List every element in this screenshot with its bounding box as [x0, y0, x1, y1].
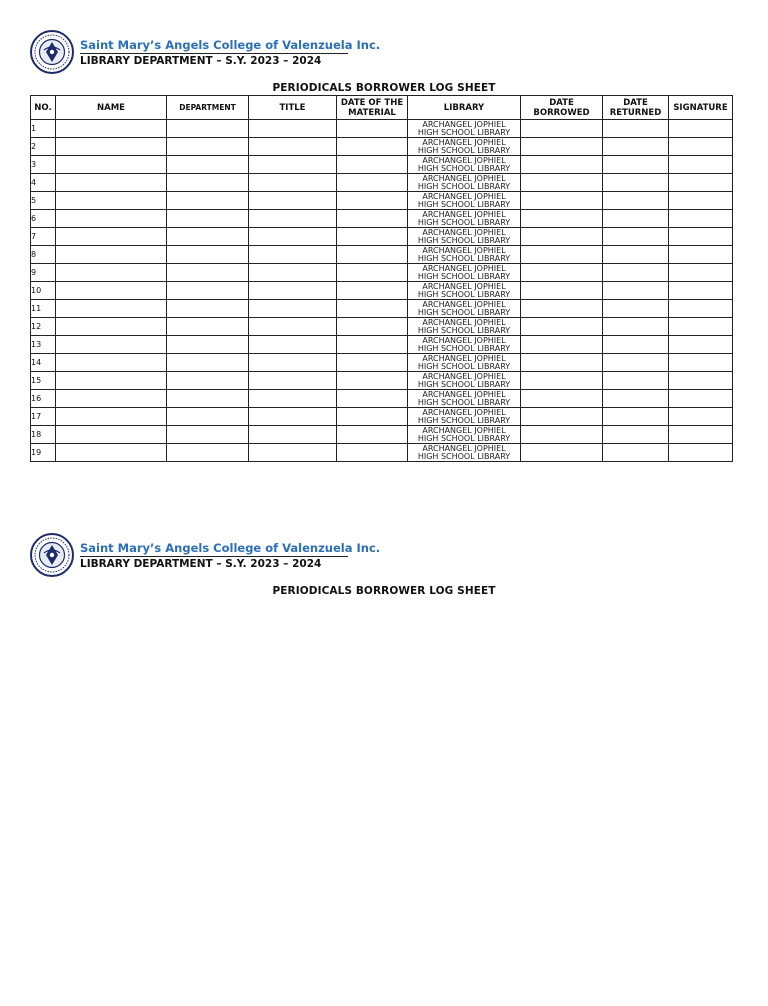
cell-date-borrowed[interactable]: [521, 192, 603, 210]
cell-date-returned[interactable]: [603, 156, 669, 174]
page-header: [30, 30, 381, 74]
library-name-line1: ARCHANGEL JOPHIEL: [422, 137, 506, 147]
cell-signature[interactable]: [669, 300, 733, 318]
library-name-line2: HIGH SCHOOL LIBRARY: [417, 307, 511, 317]
cell-name[interactable]: [56, 246, 167, 264]
library-name-line2: HIGH SCHOOL LIBRARY: [417, 379, 511, 389]
cell-title[interactable]: [249, 210, 337, 228]
cell-signature[interactable]: [669, 228, 733, 246]
cell-no: 19: [31, 444, 56, 462]
table-row: [31, 210, 733, 228]
col-date-returned: [603, 96, 669, 120]
library-name-line2: HIGH SCHOOL LIBRARY: [417, 181, 511, 191]
cell-library: [408, 120, 521, 138]
col-library: LIBRARY: [408, 96, 521, 120]
cell-no: 2: [31, 138, 56, 156]
cell-title[interactable]: [249, 174, 337, 192]
cell-signature[interactable]: [669, 336, 733, 354]
table-header-row: [31, 96, 733, 120]
cell-date-borrowed[interactable]: [521, 138, 603, 156]
table-row: [31, 408, 733, 426]
cell-name[interactable]: [56, 174, 167, 192]
sheet-title-2: PERIODICALS BORROWER LOG SHEET: [272, 585, 496, 597]
cell-date-returned[interactable]: [603, 174, 669, 192]
cell-name[interactable]: [56, 228, 167, 246]
cell-signature[interactable]: [669, 174, 733, 192]
cell-department[interactable]: [167, 408, 249, 426]
cell-department[interactable]: [167, 192, 249, 210]
library-name-line1: ARCHANGEL JOPHIEL: [422, 191, 506, 201]
cell-date-of-material[interactable]: [337, 390, 408, 408]
cell-library: [408, 390, 521, 408]
table-row: [31, 426, 733, 444]
cell-no: 11: [31, 300, 56, 318]
cell-date-borrowed[interactable]: [521, 120, 603, 138]
cell-name[interactable]: [56, 120, 167, 138]
borrower-log-table: [30, 95, 733, 462]
cell-library: [408, 336, 521, 354]
cell-department[interactable]: [167, 390, 249, 408]
cell-title[interactable]: [249, 318, 337, 336]
cell-date-borrowed[interactable]: [521, 264, 603, 282]
cell-library: [408, 210, 521, 228]
table-row: [31, 192, 733, 210]
page-header-2: [30, 533, 381, 577]
cell-date-returned[interactable]: [603, 354, 669, 372]
library-name-line1: ARCHANGEL JOPHIEL: [422, 119, 506, 129]
cell-signature[interactable]: [669, 372, 733, 390]
cell-date-returned[interactable]: [603, 264, 669, 282]
col-date-borrowed-line2: BORROWED: [533, 107, 590, 118]
cell-signature[interactable]: [669, 444, 733, 462]
cell-date-of-material[interactable]: [337, 318, 408, 336]
cell-no: 12: [31, 318, 56, 336]
cell-no: 5: [31, 192, 56, 210]
cell-date-of-material[interactable]: [337, 246, 408, 264]
cell-date-returned[interactable]: [603, 318, 669, 336]
cell-date-returned[interactable]: [603, 426, 669, 444]
col-department: DEPARTMENT: [167, 96, 249, 120]
library-name-line1: ARCHANGEL JOPHIEL: [422, 425, 506, 435]
cell-name[interactable]: [56, 138, 167, 156]
cell-library: [408, 246, 521, 264]
cell-signature[interactable]: [669, 246, 733, 264]
cell-date-returned[interactable]: [603, 372, 669, 390]
cell-date-borrowed[interactable]: [521, 354, 603, 372]
cell-name[interactable]: [56, 354, 167, 372]
table-row: [31, 372, 733, 390]
cell-department[interactable]: [167, 174, 249, 192]
cell-date-returned[interactable]: [603, 192, 669, 210]
cell-signature[interactable]: [669, 210, 733, 228]
library-name-line1: ARCHANGEL JOPHIEL: [422, 317, 506, 327]
cell-date-of-material[interactable]: [337, 192, 408, 210]
library-name-line1: ARCHANGEL JOPHIEL: [422, 353, 506, 363]
table-row: [31, 444, 733, 462]
library-name-line1: ARCHANGEL JOPHIEL: [422, 389, 506, 399]
cell-date-borrowed[interactable]: [521, 372, 603, 390]
cell-title[interactable]: [249, 390, 337, 408]
cell-date-borrowed[interactable]: [521, 336, 603, 354]
cell-name[interactable]: [56, 372, 167, 390]
table-row: [31, 174, 733, 192]
cell-signature[interactable]: [669, 192, 733, 210]
library-name-line1: ARCHANGEL JOPHIEL: [422, 371, 506, 381]
library-name-line1: ARCHANGEL JOPHIEL: [422, 245, 506, 255]
cell-name[interactable]: [56, 444, 167, 462]
cell-date-returned[interactable]: [603, 336, 669, 354]
col-no: NO.: [31, 96, 56, 120]
library-name-line2: HIGH SCHOOL LIBRARY: [417, 343, 511, 353]
cell-department[interactable]: [167, 300, 249, 318]
library-name-line1: ARCHANGEL JOPHIEL: [422, 443, 506, 453]
cell-signature[interactable]: [669, 354, 733, 372]
library-name-line1: ARCHANGEL JOPHIEL: [422, 263, 506, 273]
cell-no: 3: [31, 156, 56, 174]
cell-library: [408, 138, 521, 156]
table-row: [31, 138, 733, 156]
cell-signature[interactable]: [669, 318, 733, 336]
cell-name[interactable]: [56, 318, 167, 336]
cell-date-returned[interactable]: [603, 246, 669, 264]
cell-date-of-material[interactable]: [337, 336, 408, 354]
cell-library: [408, 264, 521, 282]
library-name-line1: ARCHANGEL JOPHIEL: [422, 209, 506, 219]
table-row: [31, 246, 733, 264]
cell-title[interactable]: [249, 372, 337, 390]
school-seal-icon: [30, 533, 74, 577]
library-name-line2: HIGH SCHOOL LIBRARY: [417, 271, 511, 281]
cell-signature[interactable]: [669, 390, 733, 408]
cell-date-of-material[interactable]: [337, 156, 408, 174]
cell-date-of-material[interactable]: [337, 210, 408, 228]
cell-title[interactable]: [249, 138, 337, 156]
table-row: [31, 354, 733, 372]
table-row: [31, 156, 733, 174]
cell-name[interactable]: [56, 390, 167, 408]
cell-department[interactable]: [167, 120, 249, 138]
cell-date-of-material[interactable]: [337, 282, 408, 300]
cell-library: [408, 318, 521, 336]
department-line: LIBRARY DEPARTMENT – S.Y. 2023 – 2024: [80, 557, 322, 570]
col-title: TITLE: [249, 96, 337, 120]
cell-no: 13: [31, 336, 56, 354]
cell-signature[interactable]: [669, 408, 733, 426]
cell-department[interactable]: [167, 372, 249, 390]
cell-library: [408, 408, 521, 426]
cell-title[interactable]: [249, 120, 337, 138]
library-name-line2: HIGH SCHOOL LIBRARY: [417, 451, 511, 461]
cell-date-borrowed[interactable]: [521, 408, 603, 426]
cell-no: 18: [31, 426, 56, 444]
table-row: [31, 390, 733, 408]
col-signature: SIGNATURE: [669, 96, 733, 120]
library-name-line2: HIGH SCHOOL LIBRARY: [417, 199, 511, 209]
cell-department[interactable]: [167, 336, 249, 354]
cell-date-borrowed[interactable]: [521, 282, 603, 300]
cell-no: 6: [31, 210, 56, 228]
cell-date-of-material[interactable]: [337, 264, 408, 282]
cell-title[interactable]: [249, 444, 337, 462]
cell-signature[interactable]: [669, 120, 733, 138]
cell-date-borrowed[interactable]: [521, 210, 603, 228]
cell-no: 16: [31, 390, 56, 408]
library-name-line1: ARCHANGEL JOPHIEL: [422, 281, 506, 291]
cell-date-borrowed[interactable]: [521, 426, 603, 444]
cell-date-returned[interactable]: [603, 228, 669, 246]
school-name: Saint Mary’s Angels College of Valenzuela Inc.: [80, 540, 381, 555]
col-date-of-material-line2: MATERIAL: [348, 107, 396, 118]
cell-title[interactable]: [249, 408, 337, 426]
table-row: [31, 120, 733, 138]
cell-signature[interactable]: [669, 426, 733, 444]
cell-title[interactable]: [249, 336, 337, 354]
cell-date-borrowed[interactable]: [521, 246, 603, 264]
library-name-line1: ARCHANGEL JOPHIEL: [422, 335, 506, 345]
cell-date-of-material[interactable]: [337, 372, 408, 390]
library-name-line2: HIGH SCHOOL LIBRARY: [417, 289, 511, 299]
cell-signature[interactable]: [669, 156, 733, 174]
cell-date-returned[interactable]: [603, 282, 669, 300]
col-name: NAME: [56, 96, 167, 120]
library-name-line1: ARCHANGEL JOPHIEL: [422, 299, 506, 309]
library-name-line2: HIGH SCHOOL LIBRARY: [417, 415, 511, 425]
col-date-of-material: [337, 96, 408, 120]
cell-title[interactable]: [249, 246, 337, 264]
cell-library: [408, 426, 521, 444]
cell-no: 4: [31, 174, 56, 192]
cell-title[interactable]: [249, 192, 337, 210]
cell-no: 9: [31, 264, 56, 282]
cell-library: [408, 300, 521, 318]
sheet-title: PERIODICALS BORROWER LOG SHEET: [272, 82, 496, 94]
cell-name[interactable]: [56, 426, 167, 444]
cell-department[interactable]: [167, 210, 249, 228]
school-name: Saint Mary’s Angels College of Valenzuela Inc.: [80, 37, 381, 52]
library-name-line2: HIGH SCHOOL LIBRARY: [417, 217, 511, 227]
library-name-line1: ARCHANGEL JOPHIEL: [422, 155, 506, 165]
cell-library: [408, 372, 521, 390]
library-name-line2: HIGH SCHOOL LIBRARY: [417, 145, 511, 155]
table-row: [31, 300, 733, 318]
cell-name[interactable]: [56, 282, 167, 300]
cell-date-returned[interactable]: [603, 120, 669, 138]
library-name-line2: HIGH SCHOOL LIBRARY: [417, 397, 511, 407]
cell-name[interactable]: [56, 264, 167, 282]
cell-title[interactable]: [249, 354, 337, 372]
cell-signature[interactable]: [669, 264, 733, 282]
library-name-line2: HIGH SCHOOL LIBRARY: [417, 361, 511, 371]
col-date-borrowed: [521, 96, 603, 120]
cell-department[interactable]: [167, 282, 249, 300]
cell-date-returned[interactable]: [603, 300, 669, 318]
cell-date-of-material[interactable]: [337, 408, 408, 426]
cell-library: [408, 156, 521, 174]
cell-department[interactable]: [167, 264, 249, 282]
cell-signature[interactable]: [669, 282, 733, 300]
cell-department[interactable]: [167, 156, 249, 174]
cell-title[interactable]: [249, 156, 337, 174]
cell-date-borrowed[interactable]: [521, 300, 603, 318]
table-body: [31, 120, 733, 462]
cell-date-of-material[interactable]: [337, 228, 408, 246]
library-name-line2: HIGH SCHOOL LIBRARY: [417, 253, 511, 263]
library-name-line2: HIGH SCHOOL LIBRARY: [417, 127, 511, 137]
cell-department[interactable]: [167, 426, 249, 444]
cell-date-returned[interactable]: [603, 390, 669, 408]
cell-title[interactable]: [249, 228, 337, 246]
library-name-line1: ARCHANGEL JOPHIEL: [422, 227, 506, 237]
cell-date-of-material[interactable]: [337, 354, 408, 372]
table-row: [31, 282, 733, 300]
cell-name[interactable]: [56, 300, 167, 318]
cell-department[interactable]: [167, 444, 249, 462]
cell-date-borrowed[interactable]: [521, 318, 603, 336]
cell-name[interactable]: [56, 336, 167, 354]
cell-title[interactable]: [249, 300, 337, 318]
cell-date-returned[interactable]: [603, 138, 669, 156]
cell-no: 14: [31, 354, 56, 372]
cell-date-of-material[interactable]: [337, 300, 408, 318]
library-name-line2: HIGH SCHOOL LIBRARY: [417, 235, 511, 245]
cell-no: 8: [31, 246, 56, 264]
cell-no: 1: [31, 120, 56, 138]
col-date-returned-line2: RETURNED: [609, 107, 662, 118]
cell-date-borrowed[interactable]: [521, 444, 603, 462]
cell-library: [408, 444, 521, 462]
library-name-line1: ARCHANGEL JOPHIEL: [422, 173, 506, 183]
cell-library: [408, 354, 521, 372]
cell-signature[interactable]: [669, 138, 733, 156]
cell-department[interactable]: [167, 354, 249, 372]
cell-department[interactable]: [167, 138, 249, 156]
cell-library: [408, 174, 521, 192]
cell-no: 17: [31, 408, 56, 426]
cell-date-borrowed[interactable]: [521, 156, 603, 174]
cell-date-returned[interactable]: [603, 444, 669, 462]
cell-department[interactable]: [167, 246, 249, 264]
cell-name[interactable]: [56, 210, 167, 228]
cell-title[interactable]: [249, 282, 337, 300]
cell-date-returned[interactable]: [603, 408, 669, 426]
cell-date-of-material[interactable]: [337, 444, 408, 462]
cell-date-of-material[interactable]: [337, 138, 408, 156]
cell-library: [408, 192, 521, 210]
col-date-borrowed-line1: DATE: [549, 97, 574, 108]
library-name-line1: ARCHANGEL JOPHIEL: [422, 407, 506, 417]
table-row: [31, 264, 733, 282]
cell-name[interactable]: [56, 408, 167, 426]
cell-library: [408, 282, 521, 300]
library-name-line2: HIGH SCHOOL LIBRARY: [417, 163, 511, 173]
table-row: [31, 336, 733, 354]
cell-no: 15: [31, 372, 56, 390]
cell-library: [408, 228, 521, 246]
cell-date-borrowed[interactable]: [521, 228, 603, 246]
cell-date-of-material[interactable]: [337, 174, 408, 192]
table-row: [31, 228, 733, 246]
cell-name[interactable]: [56, 156, 167, 174]
col-date-of-material-line1: DATE OF THE: [340, 97, 404, 108]
library-name-line2: HIGH SCHOOL LIBRARY: [417, 433, 511, 443]
cell-date-borrowed[interactable]: [521, 174, 603, 192]
cell-department[interactable]: [167, 318, 249, 336]
library-name-line2: HIGH SCHOOL LIBRARY: [417, 325, 511, 335]
department-line: LIBRARY DEPARTMENT – S.Y. 2023 – 2024: [80, 54, 322, 67]
school-seal-icon: [30, 30, 74, 74]
col-date-returned-line1: DATE: [623, 97, 648, 108]
cell-no: 10: [31, 282, 56, 300]
cell-title[interactable]: [249, 264, 337, 282]
cell-no: 7: [31, 228, 56, 246]
cell-title[interactable]: [249, 426, 337, 444]
table-row: [31, 318, 733, 336]
cell-date-of-material[interactable]: [337, 426, 408, 444]
cell-department[interactable]: [167, 228, 249, 246]
cell-date-of-material[interactable]: [337, 120, 408, 138]
cell-name[interactable]: [56, 192, 167, 210]
cell-date-returned[interactable]: [603, 210, 669, 228]
cell-date-borrowed[interactable]: [521, 390, 603, 408]
